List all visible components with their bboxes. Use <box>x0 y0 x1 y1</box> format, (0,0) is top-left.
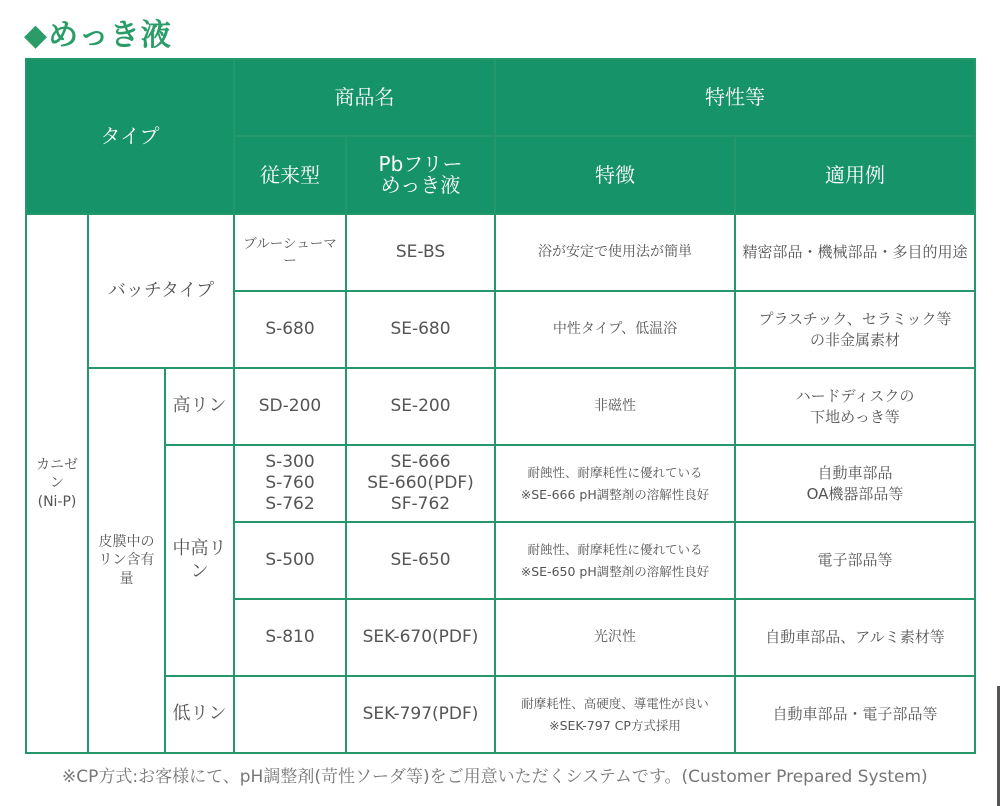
cell-pb-free: SEK-797(PDF) <box>346 676 495 753</box>
header-characteristics: 特性等 <box>495 59 975 136</box>
cell-feature: 非磁性 <box>495 368 735 445</box>
cell-feature: 浴が安定で使用法が簡単 <box>495 214 735 291</box>
cell-pb-free: SE-200 <box>346 368 495 445</box>
cell-application: 電子部品等 <box>735 522 975 599</box>
cell-conventional: SD-200 <box>234 368 346 445</box>
header-conventional: 従来型 <box>234 136 346 214</box>
cell-pb-free: SE-680 <box>346 291 495 368</box>
cell-pb-free: SE-650 <box>346 522 495 599</box>
cell-application: プラスチック、セラミック等 の非金属素材 <box>735 291 975 368</box>
cell-feature: 耐蝕性、耐摩耗性に優れている ※SE-650 pH調整剤の溶解性良好 <box>495 522 735 599</box>
cell-application: 自動車部品 OA機器部品等 <box>735 445 975 522</box>
category-low-p: 低リン <box>165 676 234 753</box>
category-mid-high-p: 中高リン <box>165 445 234 676</box>
header-feature: 特徴 <box>495 136 735 214</box>
cell-conventional <box>234 676 346 753</box>
header-application: 適用例 <box>735 136 975 214</box>
plating-solution-table <box>25 58 976 754</box>
header-pb-free: Pbフリー めっき液 <box>346 136 495 214</box>
header-product-name: 商品名 <box>234 59 495 136</box>
cell-conventional: S-810 <box>234 599 346 676</box>
page-title: ◆めっき液 <box>24 18 172 53</box>
cell-pb-free: SEK-670(PDF) <box>346 599 495 676</box>
category-kanigen: カニゼン (Ni-P) <box>26 214 88 753</box>
cell-feature: 耐蝕性、耐摩耗性に優れている ※SE-666 pH調整剤の溶解性良好 <box>495 445 735 522</box>
header-type: タイプ <box>26 59 234 214</box>
cell-feature: 光沢性 <box>495 599 735 676</box>
cell-application: 自動車部品・電子部品等 <box>735 676 975 753</box>
cell-application: ハードディスクの 下地めっき等 <box>735 368 975 445</box>
cell-conventional: S-300 S-760 S-762 <box>234 445 346 522</box>
cell-feature: 耐摩耗性、高硬度、導電性が良い ※SEK-797 CP方式採用 <box>495 676 735 753</box>
category-p-content: 皮膜中の リン含有量 <box>88 368 165 753</box>
cell-application: 精密部品・機械部品・多目的用途 <box>735 214 975 291</box>
cell-application: 自動車部品、アルミ素材等 <box>735 599 975 676</box>
category-batch: バッチタイプ <box>88 214 234 368</box>
cell-pb-free: SE-666 SE-660(PDF) SF-762 <box>346 445 495 522</box>
cell-pb-free: SE-BS <box>346 214 495 291</box>
category-high-p: 高リン <box>165 368 234 445</box>
footnote: ※CP方式:お客様にて、pH調整剤(苛性ソーダ等)をご用意いただくシステムです。(Customer Prepared System) <box>62 767 928 787</box>
cell-conventional: S-500 <box>234 522 346 599</box>
cell-conventional: ブルーシューマー <box>234 214 346 291</box>
cell-feature: 中性タイプ、低温浴 <box>495 291 735 368</box>
cell-conventional: S-680 <box>234 291 346 368</box>
